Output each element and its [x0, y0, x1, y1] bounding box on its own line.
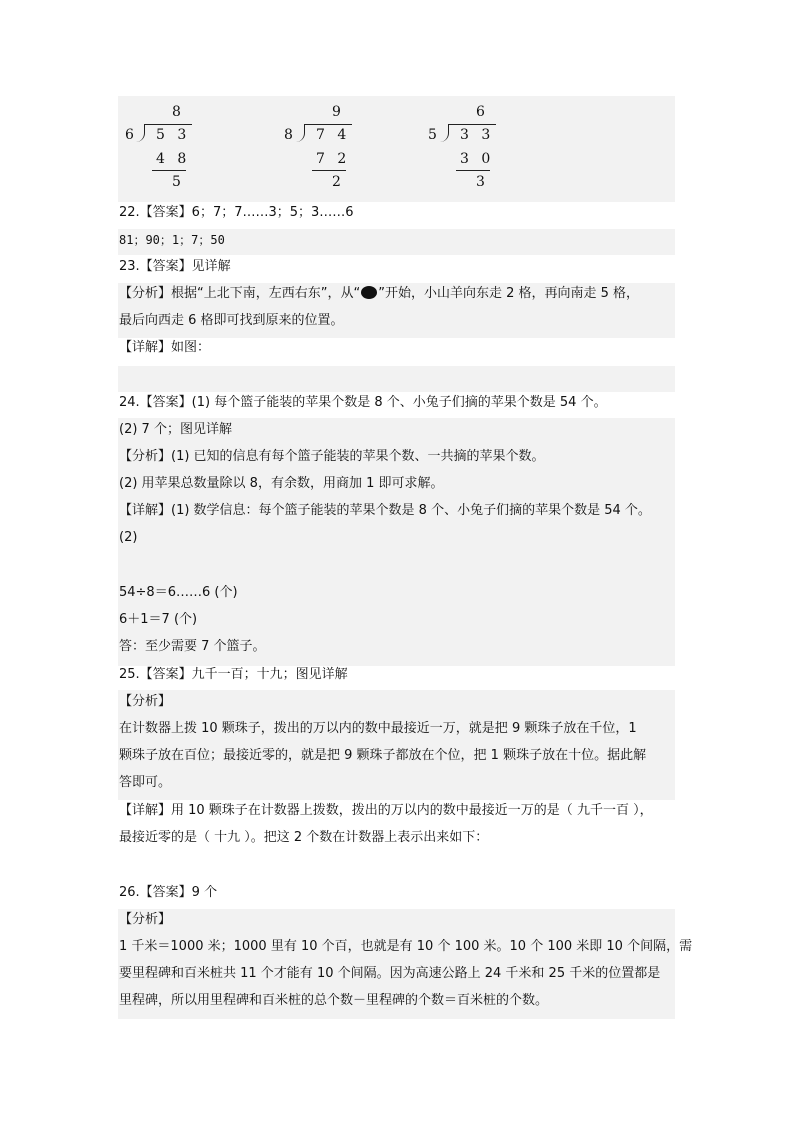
q24-analysis-1: 【分析】(1) 已知的信息有每个篮子能装的苹果个数、一共摘的苹果个数。 — [119, 449, 545, 464]
product: 3 0 — [460, 151, 495, 167]
q26-analysis-1: 1 千米＝1000 米；1000 里有 10 个百，也就是有 10 个 100 米。10 个 100 米即 10 个间隔，需 — [119, 939, 693, 954]
q25-analysis-3: 答即可。 — [119, 775, 172, 790]
shaded-band — [118, 690, 675, 800]
q22-answer-line2: 81；90；1；7；50 — [119, 233, 225, 247]
q24-answer: 24.【答案】(1) 每个篮子能装的苹果个数是 8 个、小兔子们摘的苹果个数是 54 个。 — [119, 395, 607, 410]
q26-analysis-2: 要里程碑和百米桩共 11 个才能有 10 个间隔。因为高速公路上 24 千米和 25 千米的位置都是 — [119, 966, 661, 981]
divisor: 8 — [284, 127, 297, 143]
q24-detail-1: 【详解】(1) 数学信息：每个篮子能装的苹果个数是 8 个、小兔子们摘的苹果个数是 54 个。 — [119, 503, 651, 518]
remainder: 3 — [476, 174, 489, 190]
subtract-bar — [312, 170, 346, 171]
quotient: 8 — [172, 104, 185, 120]
dividend: 5 3 — [156, 127, 191, 143]
q25-answer: 25.【答案】九千一百；十九；图见详解 — [119, 667, 348, 682]
subtract-bar — [152, 170, 186, 171]
q24-calc-2: 6＋1＝7 (个) — [119, 612, 198, 627]
q24-detail-2: (2) — [119, 530, 138, 545]
q24-analysis-2: (2) 用苹果总数量除以 8，有余数，用商加 1 即可求解。 — [119, 476, 444, 491]
analysis-text: ”开始，小山羊向东走 2 格，再向南走 5 格， — [378, 286, 640, 301]
q26-analysis-head: 【分析】 — [119, 912, 172, 927]
division-bar — [448, 124, 496, 125]
remainder: 2 — [332, 174, 345, 190]
q23-detail: 【详解】如图： — [119, 340, 211, 355]
q25-detail-1: 【详解】用 10 颗珠子在计数器上拨数，拨出的万以内的数中最接近一万的是（ 九千一百 ）， — [119, 803, 653, 818]
remainder: 5 — [172, 174, 185, 190]
shaded-band — [118, 96, 675, 202]
start-dot-icon — [361, 286, 377, 299]
q24-reply: 答：至少需要 7 个篮子。 — [119, 639, 266, 654]
divisor: 5 — [428, 127, 441, 143]
q22-answer: 22.【答案】6；7；7……3；5；3……6 — [119, 205, 354, 220]
q24-answer-line2: (2) 7 个；图见详解 — [119, 422, 232, 437]
product: 4 8 — [156, 151, 191, 167]
dividend: 7 4 — [316, 127, 351, 143]
q23-analysis-line2: 最后向西走 6 格即可找到原来的位置。 — [119, 313, 344, 328]
quotient: 6 — [476, 104, 489, 120]
division-bar — [144, 124, 192, 125]
division-bar — [304, 124, 352, 125]
q25-analysis-head: 【分析】 — [119, 694, 172, 709]
q23-answer: 23.【答案】见详解 — [119, 259, 231, 274]
quotient: 9 — [332, 104, 345, 120]
analysis-text: 【分析】根据“上北下南，左西右东”，从“ — [119, 286, 361, 301]
q25-analysis-1: 在计数器上拨 10 颗珠子，拨出的万以内的数中最接近一万，就是把 9 颗珠子放在千位，1 — [119, 721, 637, 736]
q25-analysis-2: 颗珠子放在百位；最接近零的，就是把 9 颗珠子都放在个位，把 1 颗珠子放在十位。据此解 — [119, 748, 647, 763]
q23-analysis — [119, 286, 639, 302]
shaded-band — [118, 366, 675, 392]
dividend: 3 3 — [460, 127, 495, 143]
q26-answer: 26.【答案】9 个 — [119, 885, 218, 900]
product: 7 2 — [316, 151, 351, 167]
q24-calc-1: 54÷8＝6……6 (个) — [119, 585, 238, 600]
subtract-bar — [456, 170, 490, 171]
q26-analysis-3: 里程碑，所以用里程碑和百米桩的总个数－里程碑的个数＝百米桩的个数。 — [119, 993, 549, 1008]
q25-detail-2: 最接近零的是（ 十九 ）。把这 2 个数在计数器上表示出来如下： — [119, 830, 489, 845]
divisor: 6 — [125, 127, 138, 143]
